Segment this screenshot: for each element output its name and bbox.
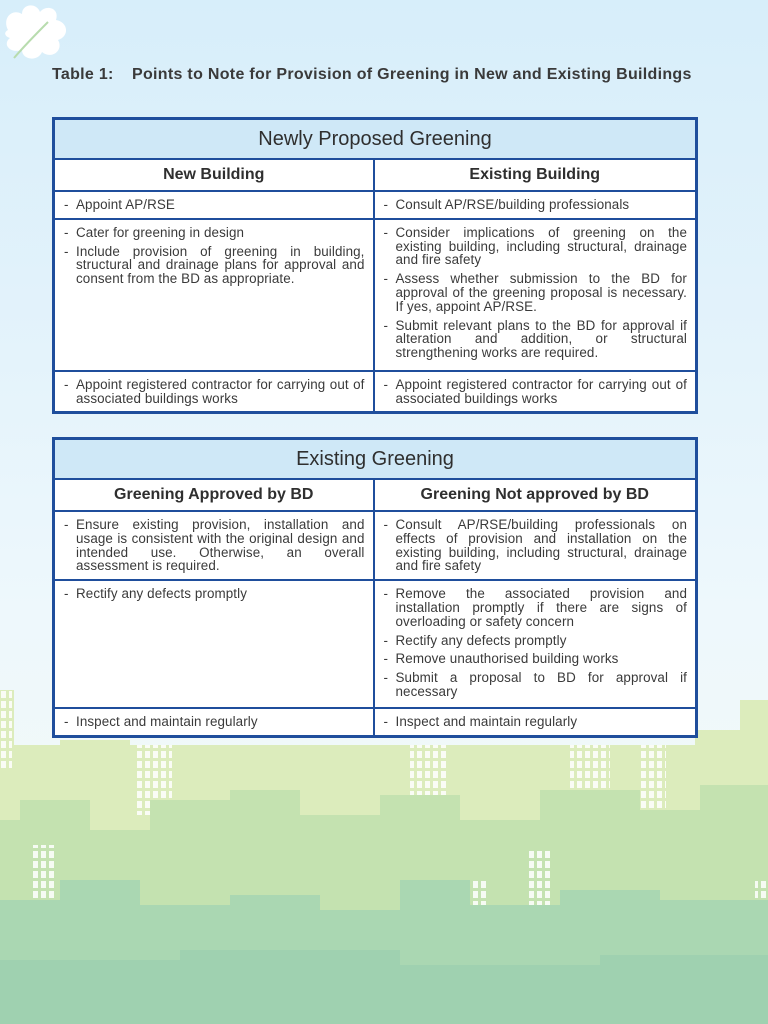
list-item: - Consider implications of greening on the existing building, including structural, drainage and fire safety — [383, 226, 688, 267]
list-item: - Consult AP/RSE/building professionals — [383, 198, 688, 212]
table-row — [54, 219, 697, 371]
column-header: Greening Approved by BD — [54, 479, 374, 511]
table-cell — [54, 219, 374, 371]
list-item: - Rectify any defects promptly — [63, 587, 365, 601]
table-title: Points to Note for Provision of Greening in New and Existing Buildings — [132, 66, 692, 83]
list-item: - Submit relevant plans to the BD for approval if alteration and addition, or structural strengthening works are required. — [383, 319, 688, 360]
existing-greening-table — [52, 437, 698, 738]
table-row — [54, 371, 697, 413]
list-item: - Appoint registered contractor for carrying out of associated buildings works — [383, 378, 688, 406]
section-header: Existing Greening — [54, 439, 697, 480]
list-item: - Remove the associated provision and installation promptly if there are signs of overloading or safety concern — [383, 587, 688, 628]
table-cell — [54, 191, 374, 219]
list-item: - Submit a proposal to BD for approval if necessary — [383, 671, 688, 699]
list-item: - Assess whether submission to the BD for approval of the greening proposal is necessary. If yes, appoint AP/RSE. — [383, 272, 688, 313]
newly-proposed-greening-table — [52, 117, 698, 414]
column-header: New Building — [54, 159, 374, 191]
list-item: - Appoint registered contractor for carrying out of associated buildings works — [63, 378, 365, 406]
table-cell — [54, 708, 374, 736]
table-caption — [52, 64, 697, 85]
list-item: - Rectify any defects promptly — [383, 634, 688, 648]
list-item: - Inspect and maintain regularly — [383, 715, 688, 729]
column-header: Existing Building — [374, 159, 697, 191]
table-cell — [374, 371, 697, 413]
list-item: - Consult AP/RSE/building professionals on effects of provision and installation on the existing building, including structural, drainage and fire safety — [383, 518, 688, 573]
list-item: - Appoint AP/RSE — [63, 198, 365, 212]
table-cell — [374, 219, 697, 371]
table-cell — [374, 708, 697, 736]
table-row — [54, 708, 697, 736]
list-item: - Include provision of greening in building, structural and drainage plans for approval and consent from the BD as appropriate. — [63, 245, 365, 286]
table-row — [54, 511, 697, 580]
table-cell — [54, 511, 374, 580]
table-number: Table 1: — [52, 66, 114, 83]
table-cell — [54, 371, 374, 413]
table-cell — [374, 580, 697, 708]
list-item: - Ensure existing provision, installation and usage is consistent with the original design and intended use. Otherwise, an overall assessment is required. — [63, 518, 365, 573]
column-header: Greening Not approved by BD — [374, 479, 697, 511]
leaf-logo-icon — [0, 0, 72, 64]
table-cell — [374, 511, 697, 580]
table-cell — [54, 580, 374, 708]
table-cell — [374, 191, 697, 219]
table-row — [54, 580, 697, 708]
list-item: - Remove unauthorised building works — [383, 652, 688, 666]
list-item: - Inspect and maintain regularly — [63, 715, 365, 729]
table-row — [54, 191, 697, 219]
section-header: Newly Proposed Greening — [54, 119, 697, 160]
list-item: - Cater for greening in design — [63, 226, 365, 240]
